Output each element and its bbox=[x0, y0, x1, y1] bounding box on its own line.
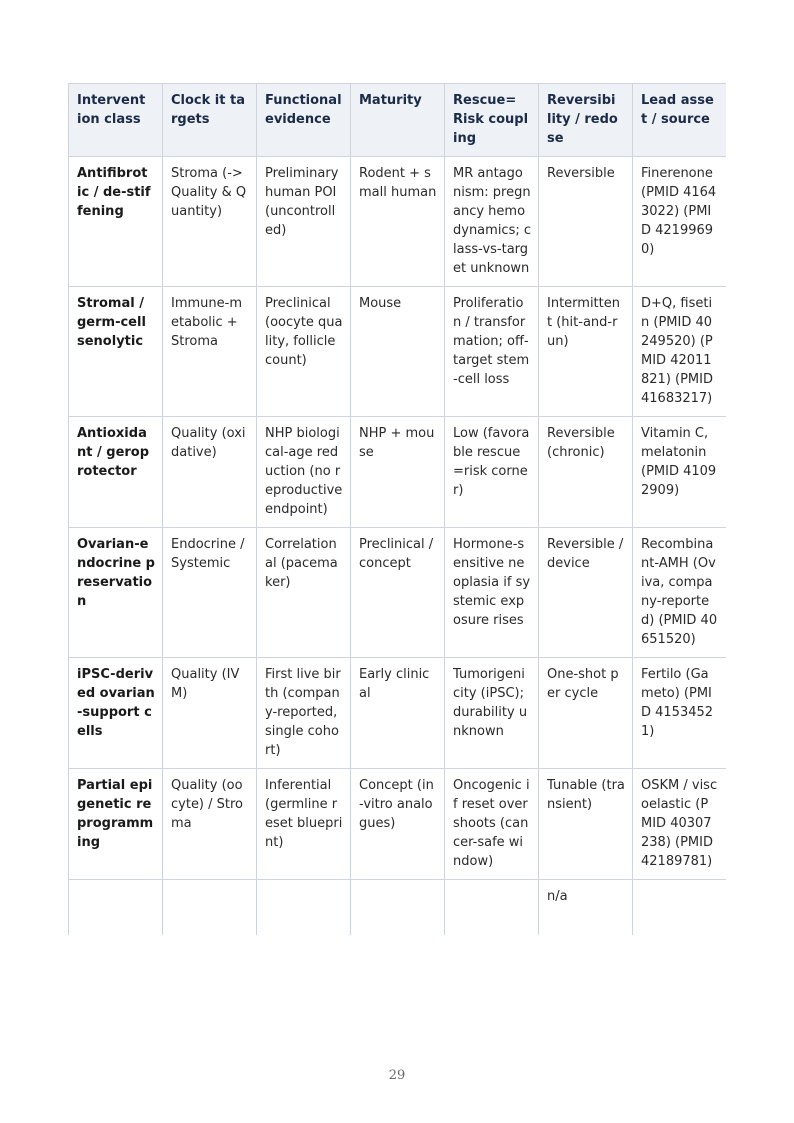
table-cell: Correlational (pacemaker) bbox=[257, 528, 351, 658]
table-cell: D+Q, fisetin (PMID 40249520) (PMID 42011821) (PMID 41683217) bbox=[633, 287, 727, 417]
table-cell: Preclinical (oocyte quality, follicle count) bbox=[257, 287, 351, 417]
table-cell: Intermittent (hit-and-run) bbox=[539, 287, 633, 417]
table-row bbox=[69, 769, 727, 880]
table-cell: Oncogenic if reset overshoots (cancer-safe window) bbox=[445, 769, 539, 880]
header-maturity: Maturity bbox=[351, 84, 445, 157]
table-cell bbox=[445, 880, 539, 936]
table-cell: NHP biological-age reduction (no reproductive endpoint) bbox=[257, 417, 351, 528]
table-cell: Proliferation / transformation; off-target stem-cell loss bbox=[445, 287, 539, 417]
table-cell bbox=[351, 880, 445, 936]
table-cell: Antioxidant / geroprotector bbox=[69, 417, 163, 528]
table-cell bbox=[163, 880, 257, 936]
table-cell: Stromal / germ-cell senolytic bbox=[69, 287, 163, 417]
table-cell: Mouse bbox=[351, 287, 445, 417]
table-cell: Recombinant-AMH (Oviva, company-reported) (PMID 40651520) bbox=[633, 528, 727, 658]
intervention-table bbox=[68, 83, 726, 935]
table-cell: Inferential (germline reset blueprint) bbox=[257, 769, 351, 880]
table-cell: Rodent + small human bbox=[351, 157, 445, 287]
header-functional-evidence: Functional evidence bbox=[257, 84, 351, 157]
table-cell: Quality (IVM) bbox=[163, 658, 257, 769]
header-rescue-risk-coupling: Rescue=Risk coupling bbox=[445, 84, 539, 157]
table-cell: Stroma (-> Quality & Quantity) bbox=[163, 157, 257, 287]
table-cell: MR antagonism: pregnancy hemodynamics; class-vs-target unknown bbox=[445, 157, 539, 287]
table-cell: Reversible (chronic) bbox=[539, 417, 633, 528]
table-row bbox=[69, 528, 727, 658]
table-row bbox=[69, 658, 727, 769]
table-cell: Low (favorable rescue=risk corner) bbox=[445, 417, 539, 528]
table-cell: Tunable (transient) bbox=[539, 769, 633, 880]
table-cell: Partial epigenetic reprogramming bbox=[69, 769, 163, 880]
table-cell: Fertilo (Gameto) (PMID 41534521) bbox=[633, 658, 727, 769]
table-cell bbox=[69, 880, 163, 936]
table-row bbox=[69, 157, 727, 287]
table-cell bbox=[257, 880, 351, 936]
table-row bbox=[69, 880, 727, 936]
table-row bbox=[69, 417, 727, 528]
table-cell: Endocrine / Systemic bbox=[163, 528, 257, 658]
header-lead-asset-source: Lead asset / source bbox=[633, 84, 727, 157]
table-cell: Ovarian-endocrine preservation bbox=[69, 528, 163, 658]
table-cell: OSKM / viscoelastic (PMID 40307238) (PMID 42189781) bbox=[633, 769, 727, 880]
table-cell: Hormone-sensitive neoplasia if systemic exposure rises bbox=[445, 528, 539, 658]
table-cell: Reversible bbox=[539, 157, 633, 287]
table-cell: Immune-metabolic + Stroma bbox=[163, 287, 257, 417]
header-intervention-class: Intervention class bbox=[69, 84, 163, 157]
table-cell: Tumorigenicity (iPSC); durability unknown bbox=[445, 658, 539, 769]
table-cell: Reversible / device bbox=[539, 528, 633, 658]
table-cell: n/a bbox=[539, 880, 633, 936]
table-cell: iPSC-derived ovarian-support cells bbox=[69, 658, 163, 769]
table-cell: Vitamin C, melatonin (PMID 41092909) bbox=[633, 417, 727, 528]
table-cell bbox=[633, 880, 727, 936]
table-cell: Early clinical bbox=[351, 658, 445, 769]
table-cell: Quality (oxidative) bbox=[163, 417, 257, 528]
table-cell: Antifibrotic / de-stiffening bbox=[69, 157, 163, 287]
table-cell: NHP + mouse bbox=[351, 417, 445, 528]
table-cell: Preclinical / concept bbox=[351, 528, 445, 658]
table-container bbox=[68, 83, 726, 1024]
table-cell: Quality (oocyte) / Stroma bbox=[163, 769, 257, 880]
page-number: 29 bbox=[388, 1068, 406, 1083]
table-cell: Preliminary human POI (uncontrolled) bbox=[257, 157, 351, 287]
table-header-row bbox=[69, 84, 727, 157]
header-reversibility-redose: Reversibility / redose bbox=[539, 84, 633, 157]
table-cell: Finerenone (PMID 41643022) (PMID 42199690) bbox=[633, 157, 727, 287]
header-clock-targets: Clock it targets bbox=[163, 84, 257, 157]
table-cell: One-shot per cycle bbox=[539, 658, 633, 769]
table-cell: First live birth (company-reported, single cohort) bbox=[257, 658, 351, 769]
table-cell: Concept (in-vitro analogues) bbox=[351, 769, 445, 880]
table-row bbox=[69, 287, 727, 417]
